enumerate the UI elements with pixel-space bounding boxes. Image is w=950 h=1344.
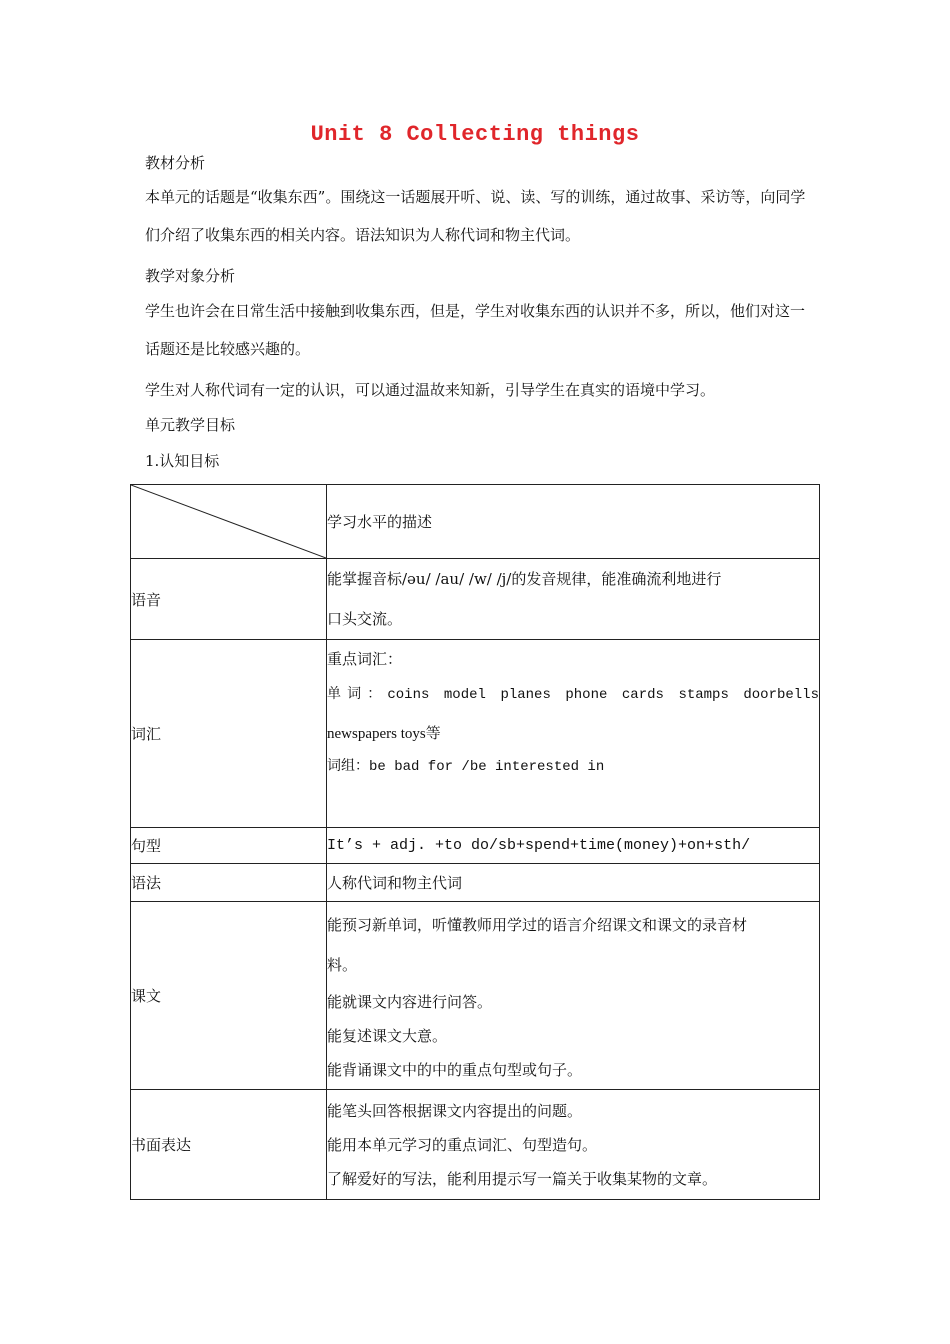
page-title: Unit 8 Collecting things [310,122,640,147]
student-analysis-text-1: 学生也许会在日常生活中接触到收集东西，但是，学生对收集东西的认识并不多，所以，他们对这一话题还是比较感兴趣的。 [145,302,806,358]
table-row [131,559,820,640]
row-content: 人称代词和物主代词 [327,864,820,902]
row-content [327,1090,820,1200]
table-row [131,828,820,864]
row-content [327,559,820,640]
table-header-row [131,485,820,559]
row-content [327,640,820,828]
content-line: 词组：be bad for /be interested in [327,759,605,775]
row-label: 书面表达 [131,1090,327,1200]
goals-table [130,484,820,1200]
table-row [131,864,820,902]
row-label: 语音 [131,559,327,640]
row-label: 句型 [131,828,327,864]
table-row [131,640,820,828]
material-analysis-heading: 教材分析 [145,154,206,172]
row-label: 语法 [131,864,327,902]
material-analysis-text: 本单元的话题是“收集东西”。围绕这一话题展开听、说、读、写的训练，通过故事、采访等，向同学们介绍了收集东西的相关内容。语法知识为人称代词和物主代词。 [145,188,806,244]
content-line: 口头交流。 [327,610,403,628]
row-label: 课文 [131,902,327,1090]
unit-goals-heading: 单元教学目标 [145,416,236,434]
student-analysis-heading: 教学对象分析 [145,267,236,285]
content-line: 能复述课文大意。 [327,1026,448,1045]
diagonal-line [131,485,326,558]
student-analysis-text-2: 学生对人称代词有一定的认识，可以通过温故来知新，引导学生在真实的语境中学习。 [145,381,716,399]
table-header: 学习水平的描述 [327,485,820,559]
content-line: 能就课文内容进行问答。 [327,992,493,1011]
content-line: 能掌握音标/əu/ /au/ /w/ /j/的发音规律，能准确流利地进行 [327,570,722,588]
content-line: 单词：coins model planes phone cards stamps doorbells [327,687,819,703]
content-line: 能预习新单词，听懂教师用学过的语言介绍课文和课文的录音材 [327,915,748,934]
content-line: newspapers toys等 [327,726,441,742]
content-line: 重点词汇： [327,650,403,668]
content-line: 了解爱好的写法，能利用提示写一篇关于收集某物的文章。 [327,1169,718,1188]
row-label: 词汇 [131,640,327,828]
diagonal-header-cell [131,485,327,559]
content-line: 能背诵课文中的中的重点句型或句子。 [327,1060,583,1079]
row-content: It’s + adj. +to do/sb+spend+time(money)+on+sth/ [327,828,820,864]
row-content [327,902,820,1090]
cognitive-goals-heading: 1.认知目标 [145,452,220,470]
table-row [131,902,820,1090]
content-line: 料。 [327,955,358,974]
table-row [131,1090,820,1200]
content-line: 能笔头回答根据课文内容提出的问题。 [327,1101,583,1120]
content-line: 能用本单元学习的重点词汇、句型造句。 [327,1135,598,1154]
